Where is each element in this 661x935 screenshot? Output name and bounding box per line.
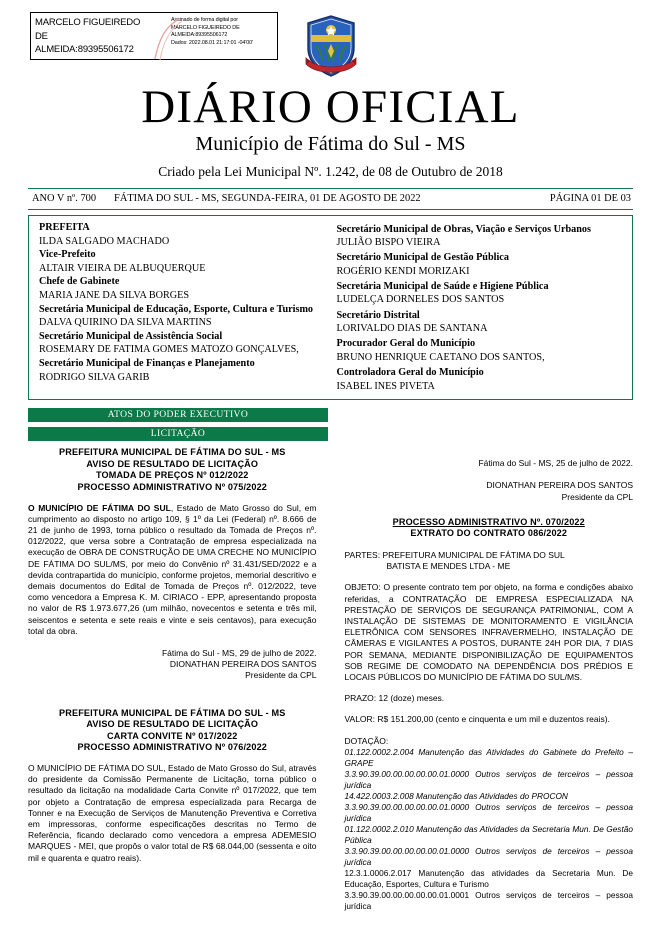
notice-body-text: , Estado de Mato Grosso do Sul, em cumprimento ao disposto no artigo 109, § 1º da Lei (Federal) nº. 8.666 de 21 de junho de 1993, torna público o resultado da Tomada de Preços nº. 012/2022, que versa sobre a Contratação de empresa especializada na execução de OBRA DE CONSTRUÇÃO DE UMA CRECHE NO MUNICÍPIO DE FÁTIMA DO SUL/MS, por meio do Convênio nº 31.431/SED/2022 e a devida contrapartida do município, conforme projetos, memorial descritivo e demais documentos do Edital de Tomada de Preços nº. 012/2022, teve como vencedora a Empresa K. M. CIRIACO - EPP, apresentando proposta no valor de R$ 1.973.677,26 (um milhão, novecentos e setenta e três mil, seiscentos e setenta e sete reais e vinte e seis centavos), para execução total da obra.: [28, 502, 317, 636]
contract-dotacao-label: DOTAÇÃO:: [344, 735, 389, 746]
signature-signer-role: Presidente da CPL: [245, 670, 317, 681]
signature-signer-top-right: [345, 480, 634, 502]
dotacao-item: 3.3.90.39.00.00.00.00.00.01.0000 Outros serviços de terceiros – pessoa jurídica: [344, 845, 633, 867]
infobar-divider-bottom: [28, 209, 633, 210]
signature-meta-line-1: Assinado de forma digital por: [171, 17, 238, 23]
official-name: LORIVALDO DIAS DE SANTANA: [336, 323, 488, 335]
infobar-date: FÁTIMA DO SUL - MS, SEGUNDA-FEIRA, 01 DE AGOSTO DE 2022: [114, 193, 421, 204]
official-role: Secretário Distrital: [336, 309, 420, 321]
notice-heading-line-3: CARTA CONVITE Nº 017/2022: [107, 730, 238, 741]
signature-name-line-3: ALMEIDA:89395506172: [35, 44, 134, 55]
contract-partes-line-2: BATISTA E MENDES LTDA - ME: [386, 561, 511, 572]
contract-partes-line-1: PARTES: PREFEITURA MUNICIPAL DE FÁTIMA DO SUL: [344, 549, 565, 560]
banner-licitacao: LICITAÇÃO: [28, 427, 328, 441]
notice-heading-tomada-precos: [28, 447, 317, 493]
officials-column-left: [29, 221, 331, 393]
digital-signature-stamp: [30, 12, 278, 60]
content-columns: [28, 447, 633, 912]
official-role: Controladora Geral do Município: [336, 366, 484, 378]
official-role: Secretária Municipal de Saúde e Higiene Pública: [336, 280, 549, 292]
contract-valor: VALOR: R$ 151.200,00 (cento e cinquenta e um mil e duzentos reais).: [344, 714, 610, 725]
official-name: ROGÉRIO KENDI MORIZAKI: [336, 265, 470, 277]
notice-heading-line-4: PROCESSO ADMINISTRATIVO Nº 075/2022: [77, 481, 267, 492]
signature-meta-block: [169, 13, 277, 59]
content-column-left: [28, 447, 331, 912]
contract-objeto: OBJETO: O presente contrato tem por objeto, na forma e condições abaixo referidas, a CONTRATAÇÃO DE EMPRESA ESPECIALIZADA NA PRESTAÇÃO DE SERVIÇOS DE SEGURANÇA PATRIMONIAL, COM A INSTALAÇÃO DE SISTEMAS DE MONITORAMENTO E VIGILÂNCIA ELETRÔNICA COM SENSORES INFRAVERMELHO, INSTALAÇÃO DE CÂMERAS E VIGILANTES A POSTOS, DURANTE 24H POR DIA, 7 DIAS POR SEMANA, MEDIANTE DISPONIBILIZAÇÃO DE EQUIPAMENTOS SOB REGIME DE COMODATO NA DEPENDÊNCIA DOS PRÉDIOS E LOCAIS PÚBLICOS DO MUNICÍPIO DE FÁTIMA DO SUL/MS.: [344, 582, 633, 682]
signature-name-line-1: MARCELO FIGUEIREDO: [35, 17, 141, 28]
section-banners: [28, 408, 331, 441]
official-name: ISABEL INES PIVETA: [336, 380, 435, 392]
notice-heading-line-2: EXTRATO DO CONTRATO 086/2022: [410, 528, 568, 539]
dotacao-item: 3.3.90.39.00.00.00.00.00.01.0000 Outros serviços de terceiros – pessoa jurídica: [344, 768, 633, 790]
official-role: Procurador Geral do Município: [336, 338, 476, 350]
coat-of-arms-icon: [302, 14, 360, 78]
notice-lead-text: O MUNICÍPIO DE FÁTIMA DO SUL: [28, 502, 171, 513]
signature-name-block: [31, 13, 169, 59]
notice-heading-line-2: AVISO DE RESULTADO DE LICITAÇÃO: [86, 719, 259, 730]
contract-partes: [345, 550, 634, 572]
banner-atos-poder-executivo: ATOS DO PODER EXECUTIVO: [28, 408, 328, 422]
dotacao-item: 3.3.90.39.00.00.00.00.00.01.0001 Outros serviços de terceiros – pessoa jurídica: [344, 889, 633, 911]
infobar: [28, 189, 633, 209]
notice-heading-line-1: PREFEITURA MUNICIPAL DE FÁTIMA DO SUL - MS: [59, 707, 286, 718]
signature-block-top-right: [345, 458, 634, 469]
official-name: BRUNO HENRIQUE CAETANO DOS SANTOS,: [336, 351, 545, 363]
official-name: ILDA SALGADO MACHADO: [39, 235, 170, 247]
official-role: Secretário Municipal de Assistência Social: [39, 330, 223, 342]
page-title: DIÁRIO OFICIAL: [141, 81, 520, 133]
notice-heading-line-3: TOMADA DE PREÇOS Nº 012/2022: [95, 470, 249, 481]
officials-box: [28, 215, 633, 400]
signature-meta-line-3: ALMEIDA:89395506172: [171, 32, 228, 39]
masthead-law-reference: Criado pela Lei Municipal Nº. 1.242, de 08 de Outubro de 2018: [158, 164, 503, 179]
signature-name-line-2: DE: [35, 30, 48, 42]
official-role: Secretário Municipal de Obras, Viação e Serviços Urbanos: [336, 223, 591, 235]
content-column-right: [331, 447, 634, 912]
official-name: JULIÃO BISPO VIEIRA: [336, 237, 441, 249]
official-role: Secretário Municipal de Finanças e Planejamento: [39, 357, 255, 369]
column-spacer: [345, 503, 634, 517]
dotacao-item: 01.122.0002.2.004 Manutenção das Atividades do Gabinete do Prefeito – GRAPE: [344, 746, 633, 768]
official-name: DALVA QUIRINO DA SILVA MARTINS: [39, 317, 212, 329]
notice-body-tomada-precos: [28, 503, 317, 637]
infobar-ano: ANO V nº. 700: [32, 193, 97, 204]
notice-heading-extrato-contrato: [345, 517, 634, 540]
dotacao-item: 3.3.90.39.00.00.00.00.00.01.0000 Outros serviços de terceiros – pessoa jurídica: [344, 801, 633, 823]
official-role: Secretário Municipal de Gestão Pública: [336, 252, 509, 264]
official-role: Secretária Municipal de Educação, Esporte, Cultura e Turismo: [39, 303, 314, 315]
official-name: MARIA JANE DA SILVA BORGES: [39, 289, 190, 301]
official-role: PREFEITA: [39, 222, 90, 233]
signature-block-tomada-precos: [28, 648, 317, 682]
notice-heading-line-1: PROCESSO ADMINISTRATIVO Nº. 070/2022: [392, 516, 585, 527]
notice-heading-line-4: PROCESSO ADMINISTRATIVO Nº 076/2022: [77, 742, 267, 753]
notice-heading-carta-convite: [28, 708, 317, 754]
signature-signer-name: DIONATHAN PEREIRA DOS SANTOS: [486, 480, 633, 491]
dotacao-item: 01.122.0002.2.010 Manutenção das Atividades da Secretaria Mun. De Gestão Pública: [344, 823, 633, 845]
official-name: ROSEMARY DE FATIMA GOMES MATOZO GONÇALVES,: [39, 344, 299, 356]
officials-column-right: [331, 221, 633, 393]
official-name: ALTAIR VIEIRA DE ALBUQUERQUE: [39, 262, 206, 274]
notice-heading-line-2: AVISO DE RESULTADO DE LICITAÇÃO: [86, 458, 259, 469]
official-name: LUDELÇA DORNELES DOS SANTOS: [336, 294, 505, 306]
notice-body-carta-convite: O MUNICÍPIO DE FÁTIMA DO SUL, Estado de Mato Grosso do Sul, através do presidente da Comissão Permanente de Licitação, torna público o resultado da licitação na modalidade Carta Convite nº 017/2022, que tem por objeto a Contratação de empresa especializada para Recarga de Tonner e na Execução de Serviços de Manutenção Preventiva e Corretiva em impressoras, conforme especificações descritas no Termo de Referência, ficando declarado como vencedora a empresa ADEMESIO MARQUES - MEI, que propôs o valor total de R$ 68.044,00 (sessenta e oito mil e quarenta e quatro reais).: [28, 762, 317, 863]
official-name: RODRIGO SILVA GARIB: [39, 371, 150, 383]
official-role: Vice-Prefeito: [39, 249, 96, 261]
infobar-page-number: PÁGINA 01 DE 03: [549, 193, 631, 204]
dotacao-item: 12.3.1.0006.2.017 Manutenção das atividades da Secretaria Mun. De Educação, Esportes, Cultura e Turismo: [344, 867, 633, 889]
signature-date: Fátima do Sul - MS, 29 de julho de 2022.: [161, 647, 317, 658]
masthead-subtitle: Município de Fátima do Sul - MS: [195, 133, 466, 155]
signature-meta-line-4: Dados: 2022.08.01 21:17:01 -04'00': [171, 39, 253, 46]
official-role: Chefe de Gabinete: [39, 276, 120, 288]
signature-meta-line-2: MARCELO FIGUEIREDO DE: [171, 24, 240, 31]
column-spacer: [28, 682, 317, 708]
contract-prazo: PRAZO: 12 (doze) meses.: [344, 693, 445, 704]
dotacao-item: 14.422.0003.2.008 Manutenção das Atividades do PROCON: [344, 790, 568, 801]
signature-date: Fátima do Sul - MS, 25 de julho de 2022.: [478, 458, 633, 469]
signature-signer-name: DIONATHAN PEREIRA DOS SANTOS: [169, 659, 317, 670]
notice-heading-line-1: PREFEITURA MUNICIPAL DE FÁTIMA DO SUL - MS: [59, 447, 286, 458]
signature-signer-role: Presidente da CPL: [561, 491, 633, 502]
